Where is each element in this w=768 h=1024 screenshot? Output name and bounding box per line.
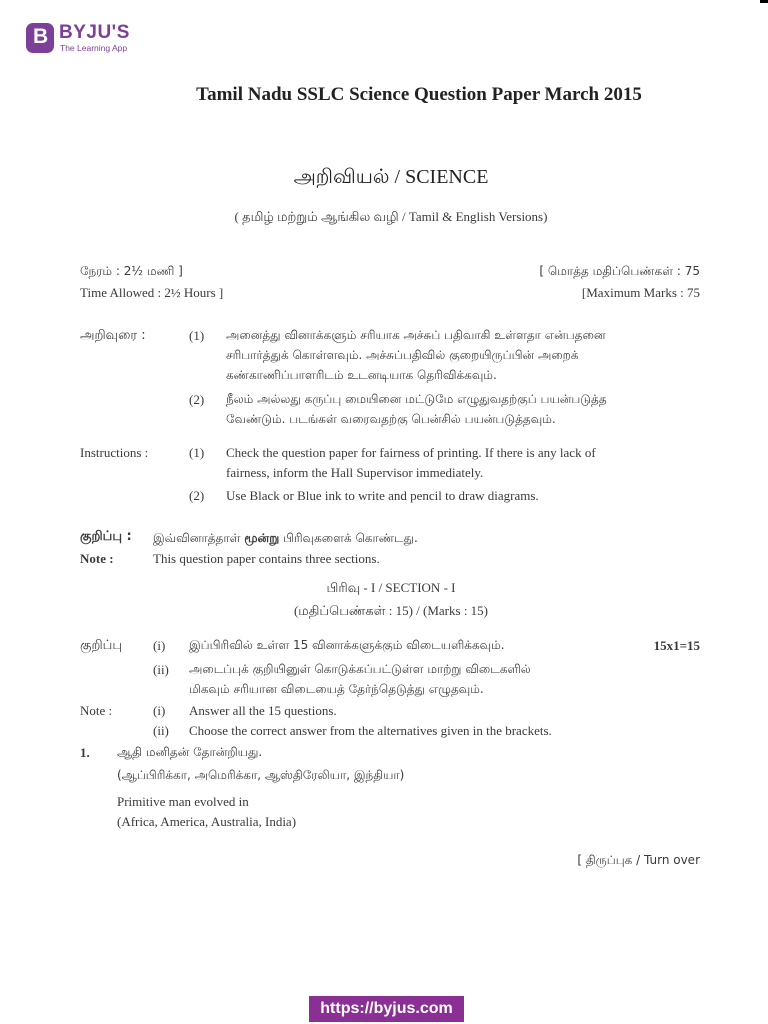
section-note-ta-num-1: (i) — [153, 638, 166, 653]
section-note-ta-num-2: (ii) — [153, 662, 169, 677]
instructions-ta-1-line-3: கண்காணிப்பாளரிடம் உடனடியாக தெரிவிக்கவும். — [226, 368, 497, 382]
time-en: Time Allowed : 2½ Hours ] — [80, 285, 224, 300]
section-note-en-num-1: (i) — [153, 703, 166, 718]
section-title: பிரிவு - I / SECTION - I — [326, 580, 456, 595]
section-note-en-num-2: (ii) — [153, 723, 169, 738]
section-note-en-2-line-1: Choose the correct answer from the alternatives given in the brackets. — [189, 723, 552, 738]
question-1-en: Primitive man evolved in — [117, 794, 249, 809]
question-1-en-options: (Africa, America, Australia, India) — [117, 814, 297, 829]
note-en-label: Note : — [80, 551, 114, 566]
instructions-ta-num-2: (2) — [189, 392, 205, 407]
instructions-ta-2-line-2: வேண்டும். படங்கள் வரைவதற்கு பென்சில் பயன்படுத்தவும். — [226, 412, 556, 426]
instructions-ta-num-1: (1) — [189, 328, 205, 343]
question-1-ta-options: (ஆப்பிரிக்கா, அமெரிக்கா, ஆஸ்திரேலியா, இந்தியா) — [117, 768, 405, 782]
instructions-en-label: Instructions : — [80, 445, 149, 460]
note-ta-bold: மூன்று — [244, 531, 280, 545]
note-ta-text — [153, 531, 418, 547]
section-formula: 15x1=15 — [653, 638, 700, 653]
question-1-number: 1. — [80, 745, 90, 760]
section-marks: (மதிப்பெண்கள் : 15) / (Marks : 15) — [293, 603, 489, 618]
subject-heading: அறிவியல் / SCIENCE — [293, 166, 489, 188]
instructions-en-num-2: (2) — [189, 488, 205, 503]
note-ta-label: குறிப்பு : — [80, 529, 132, 544]
section-note-ta-2-line-1: அடைப்புக் குறியினுள் கொடுக்கப்பட்டுள்ள மாற்று விடைகளில் — [189, 662, 531, 676]
byjus-logo — [26, 21, 146, 55]
page-title: Tamil Nadu SSLC Science Question Paper March 2015 — [196, 84, 642, 105]
section-note-en-1-line-1: Answer all the 15 questions. — [189, 703, 337, 718]
byjus-logo-letter: B — [33, 25, 49, 48]
marks-en: [Maximum Marks : 75 — [581, 285, 700, 300]
note-en-text: This question paper contains three sections. — [153, 551, 380, 566]
section-note-ta-2-line-2: மிகவும் சரியான விடையைத் தேர்ந்தெடுத்து எழுதவும். — [189, 682, 484, 696]
instructions-ta-2-line-1: நீலம் அல்லது கருப்பு மையினை மட்டுமே எழுதுவதற்குப் பயன்படுத்த — [226, 392, 607, 406]
brand-name: BYJU'S — [59, 22, 130, 43]
instructions-ta-label: அறிவுரை : — [80, 328, 146, 343]
note-ta-pre: இவ்வினாத்தாள் — [153, 531, 245, 545]
note-ta-post: பிரிவுகளைக் கொண்டது. — [279, 531, 418, 545]
instructions-en-2-line-1: Use Black or Blue ink to write and pencil to draw diagrams. — [226, 488, 539, 503]
section-note-en-label: Note : — [80, 703, 113, 718]
section-note-ta-1-line-1: இப்பிரிவில் உள்ள 15 வினாக்களுக்கும் விடையளிக்கவும். — [189, 638, 505, 652]
instructions-en-num-1: (1) — [189, 445, 205, 460]
instructions-en-1-line-1: Check the question paper for fairness of printing. If there is any lack of — [226, 445, 596, 460]
versions-line: ( தமிழ் மற்றும் ஆங்கில வழி / Tamil & English Versions) — [234, 209, 548, 224]
brand-tagline: The Learning App — [60, 43, 128, 53]
instructions-en-1-line-2: fairness, inform the Hall Supervisor immediately. — [226, 465, 484, 480]
question-1-ta: ஆதி மனிதன் தோன்றியது. — [117, 745, 263, 759]
turn-over: [ திருப்புக / Turn over — [577, 853, 700, 867]
instructions-ta-1-line-1: அனைத்து வினாக்களும் சரியாக அச்சுப் பதிவாகி உள்ளதா என்பதனை — [226, 328, 606, 342]
instructions-ta-1-line-2: சரிபார்த்துக் கொள்ளவும். அச்சுப்பதிவில் குறையிருப்பின் அறைக் — [226, 348, 579, 362]
section-note-ta-label: குறிப்பு — [80, 638, 123, 653]
time-ta: நேரம் : 2½ மணி ] — [80, 264, 183, 278]
byjus-logo-icon — [26, 23, 54, 53]
footer-url-link[interactable]: https://byjus.com — [309, 996, 464, 1022]
corner-mark — [760, 0, 768, 3]
marks-ta: [ மொத்த மதிப்பெண்கள் : 75 — [539, 264, 700, 278]
